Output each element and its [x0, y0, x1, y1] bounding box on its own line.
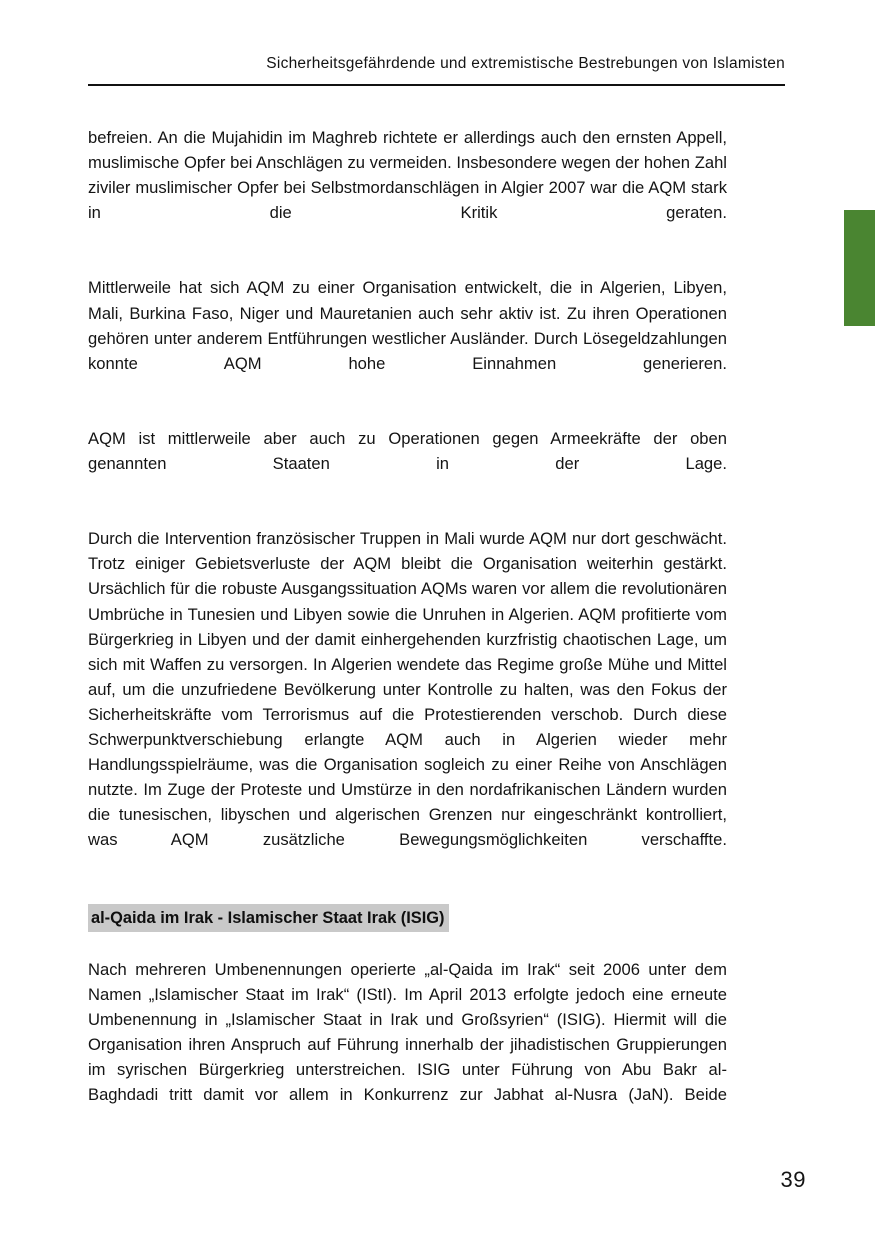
running-head: Sicherheitsgefährdende und extremistische Bestrebungen von Islamisten: [266, 55, 785, 72]
page-number: 39: [780, 1167, 806, 1192]
section-heading-wrapper: [88, 903, 727, 933]
paragraph: Nach mehreren Umbenennungen operierte „al-Qaida im Irak“ seit 2006 unter dem Namen „Islamischer Staat im Irak“ (IStI). Im April 2013 erfolgte jedoch eine erneute Umbenennung in „Islamischer Staat in Irak und Großsyrien“ (ISIG). Hiermit will die Organisation ihren Anspruch auf Führung innerhalb der jihadistischen Gruppierungen im syrischen Bürgerkrieg unterstreichen. ISIG unter Führung von Abu Bakr al-Baghdadi tritt damit vor allem in Konkurrenz zur Jabhat al-Nusra (JaN). Beide: [88, 959, 727, 1104]
paragraph: Mittlerweile hat sich AQM zu einer Organisation entwickelt, die in Algerien, Libyen, Mali, Burkina Faso, Niger und Mauretanien auch sehr aktiv ist. Zu ihren Operationen gehören unter anderem Entführungen westlicher Ausländer. Durch Lösegeldzahlungen konnte AQM hohe Einnahmen generieren.: [88, 278, 727, 373]
section-heading: al-Qaida im Irak - Islamischer Staat Irak (ISIG): [88, 904, 449, 932]
paragraph: befreien. An die Mujahidin im Maghreb richtete er allerdings auch den ernsten Appell, muslimische Opfer bei Anschlägen zu vermeiden. Insbesondere wegen der hohen Zahl ziviler muslimischer Opfer bei Selbstmordanschlägen in Algier 2007 war die AQM stark in die Kritik geraten.: [88, 128, 727, 223]
paragraph: AQM ist mittlerweile aber auch zu Operationen gegen Armeekräfte der oben genannten Staaten in der Lage.: [88, 428, 727, 474]
paragraph: Durch die Intervention französischer Truppen in Mali wurde AQM nur dort geschwächt. Trotz einiger Gebietsverluste der AQM bleibt die Organisation weiterhin gestärkt. Ursächlich für die robuste Ausgangssituation AQMs waren vor allem die revolutionären Umbrüche in Tunesien und Libyen sowie die Unruhen in Algerien. AQM profitierte vom Bürgerkrieg in Libyen und der damit einhergehenden kurzfristig chaotischen Lage, um sich mit Waffen zu versorgen. In Algerien wendete das Regime große Mühe und Mittel auf, um die unzufriedene Bevölkerung unter Kontrolle zu halten, was den Fokus der Sicherheitskräfte vom Terrorismus auf die Protestierenden verschob. Durch diese Schwerpunktverschiebung erlangte AQM auch in Algerien wieder mehr Handlungsspielräume, was die Organisation sogleich zu einer Reihe von Anschlägen nutzte. Im Zuge der Proteste und Umstürze in den nordafrikanischen Ländern wurden die tunesischen, libyschen und algerischen Grenzen nur eingeschränkt kontrolliert, was AQM zusätzliche Bewegungsmöglichkeiten verschaffte.: [88, 529, 727, 850]
chapter-edge-tab: [844, 210, 875, 326]
text-column: [88, 125, 727, 1132]
header-rule: [88, 84, 785, 86]
